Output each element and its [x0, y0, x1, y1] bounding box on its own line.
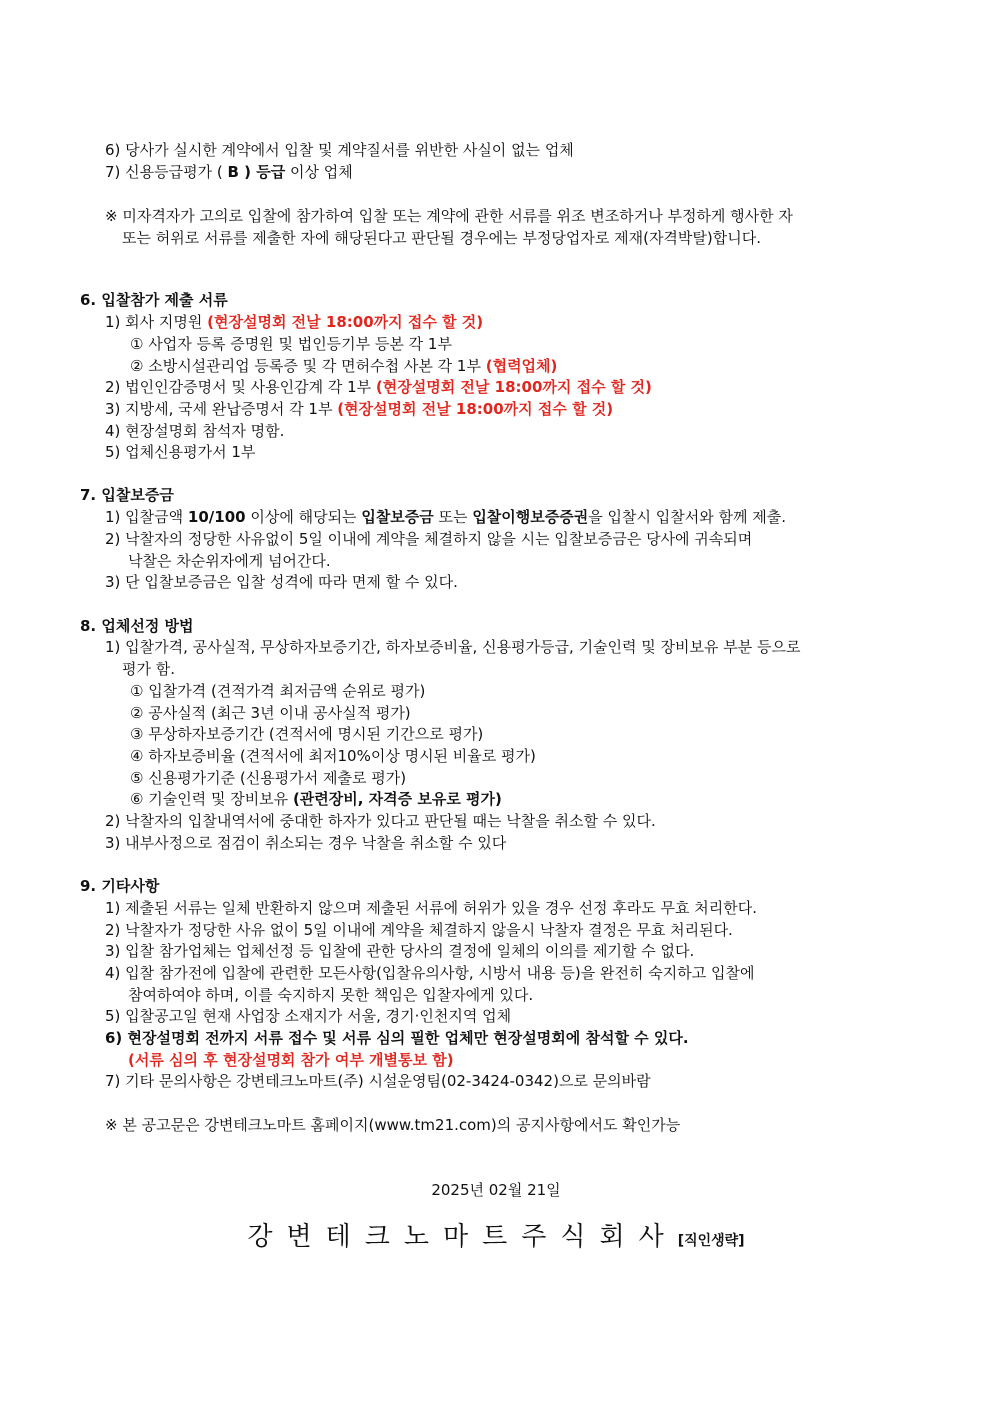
- s6-item-1-sub-2: ② 소방시설관리업 등록증 및 각 면허수첩 사본 각 1부 (협력업체): [130, 357, 558, 375]
- disqualification-note-cont: 또는 허위로 서류를 제출한 자에 해당된다고 판단될 경우에는 부정당업자로 제재(자격박탈)합니다.: [122, 229, 761, 247]
- s7-item-1: 1) 입찰금액 10/100 이상에 해당되는 입찰보증금 또는 입찰이행보증증권을 입찰시 입찰서와 함께 제출.: [105, 508, 786, 526]
- s9-item-4-cont: 참여하여야 하며, 이를 숙지하지 못한 책임은 입찰자에게 있다.: [128, 986, 534, 1004]
- qualification-item-7: 7) 신용등급평가 ( B ) 등급 이상 업체: [105, 163, 353, 181]
- s8-criteria-2: ② 공사실적 (최근 3년 이내 공사실적 평가): [130, 704, 411, 722]
- s8-item-2: 2) 낙찰자의 입찰내역서에 중대한 하자가 있다고 판단될 때는 낙찰을 취소할 수 있다.: [105, 812, 656, 830]
- s7-item-2: 2) 낙찰자의 정당한 사유없이 5일 이내에 계약을 체결하지 않을 시는 입찰보증금은 당사에 귀속되며: [105, 530, 753, 548]
- company-name: 강변테크노마트주식회사[직인생략]: [247, 1222, 745, 1252]
- s6-item-4: 4) 현장설명회 참석자 명함.: [105, 422, 285, 440]
- s9-item-1: 1) 제출된 서류는 일체 반환하지 않으며 제출된 서류에 허위가 있을 경우 선정 후라도 무효 처리한다.: [105, 899, 758, 917]
- section-6-heading: 6. 입찰참가 제출 서류: [80, 291, 228, 309]
- s9-item-6-note: (서류 심의 후 현장설명회 참가 여부 개별통보 함): [128, 1051, 454, 1069]
- s9-item-4: 4) 입찰 참가전에 입찰에 관련한 모든사항(입찰유의사항, 시방서 내용 등)을 완전히 숙지하고 입찰에: [105, 964, 755, 982]
- homepage-note: ※ 본 공고문은 강변테크노마트 홈페이지(www.tm21.com)의 공지사항에서도 확인가능: [105, 1116, 681, 1134]
- s9-item-6: 6) 현장설명회 전까지 서류 접수 및 서류 심의 필한 업체만 현장설명회에 참석할 수 있다.: [105, 1029, 689, 1047]
- qualification-item-6: 6) 당사가 실시한 계약에서 입찰 및 계약질서를 위반한 사실이 없는 업체: [105, 141, 574, 159]
- seal-omitted: [직인생략]: [677, 1233, 745, 1249]
- s6-item-2: 2) 법인인감증명서 및 사용인감계 각 1부 (현장설명회 전날 18:00까지 접수 할 것): [105, 378, 652, 396]
- s6-item-3: 3) 지방세, 국세 완납증명서 각 1부 (현장설명회 전날 18:00까지 접수 할 것): [105, 400, 614, 418]
- s8-criteria-5: ⑤ 신용평가기준 (신용평가서 제출로 평가): [130, 769, 407, 787]
- s9-item-3: 3) 입찰 참가업체는 업체선정 등 입찰에 관한 당사의 결정에 일체의 이의를 제기할 수 없다.: [105, 942, 695, 960]
- s6-item-1-sub-1: ① 사업자 등록 증명원 및 법인등기부 등본 각 1부: [130, 335, 452, 353]
- section-8-heading: 8. 업체선정 방법: [80, 617, 194, 635]
- s7-item-2-cont: 낙찰은 차순위자에게 넘어간다.: [128, 552, 331, 570]
- s8-item-1-cont: 평가 함.: [122, 660, 176, 678]
- s9-item-2: 2) 낙찰자가 정당한 사유 없이 5일 이내에 계약을 체결하지 않을시 낙찰자 결정은 무효 처리된다.: [105, 921, 733, 939]
- section-9-heading: 9. 기타사항: [80, 877, 160, 895]
- s8-criteria-3: ③ 무상하자보증기간 (견적서에 명시된 기간으로 평가): [130, 725, 484, 743]
- s9-item-5: 5) 입찰공고일 현재 사업장 소재지가 서울, 경기·인천지역 업체: [105, 1007, 512, 1025]
- s6-item-5: 5) 업체신용평가서 1부: [105, 443, 256, 461]
- s8-criteria-4: ④ 하자보증비율 (견적서에 최저10%이상 명시된 비율로 평가): [130, 747, 536, 765]
- s8-item-1: 1) 입찰가격, 공사실적, 무상하자보증기간, 하자보증비율, 신용평가등급, 기술인력 및 장비보유 부분 등으로: [105, 638, 801, 656]
- section-7-heading: 7. 입찰보증금: [80, 486, 174, 504]
- s8-criteria-6: ⑥ 기술인력 및 장비보유 (관련장비, 자격증 보유로 평가): [130, 790, 502, 808]
- s6-item-1: 1) 회사 지명원 (현장설명회 전날 18:00까지 접수 할 것): [105, 313, 484, 331]
- s9-item-7: 7) 기타 문의사항은 강변테크노마트(주) 시설운영팀(02-3424-0342)으로 문의바람: [105, 1072, 651, 1090]
- announcement-date: 2025년 02월 21일: [431, 1181, 561, 1199]
- disqualification-note: ※ 미자격자가 고의로 입찰에 참가하여 입찰 또는 계약에 관한 서류를 위조 변조하거나 부정하게 행사한 자: [105, 207, 793, 225]
- s8-criteria-1: ① 입찰가격 (견적가격 최저금액 순위로 평가): [130, 682, 426, 700]
- s7-item-3: 3) 단 입찰보증금은 입찰 성격에 따라 면제 할 수 있다.: [105, 573, 458, 591]
- s8-item-3: 3) 내부사정으로 점검이 취소되는 경우 낙찰을 취소할 수 있다: [105, 834, 507, 852]
